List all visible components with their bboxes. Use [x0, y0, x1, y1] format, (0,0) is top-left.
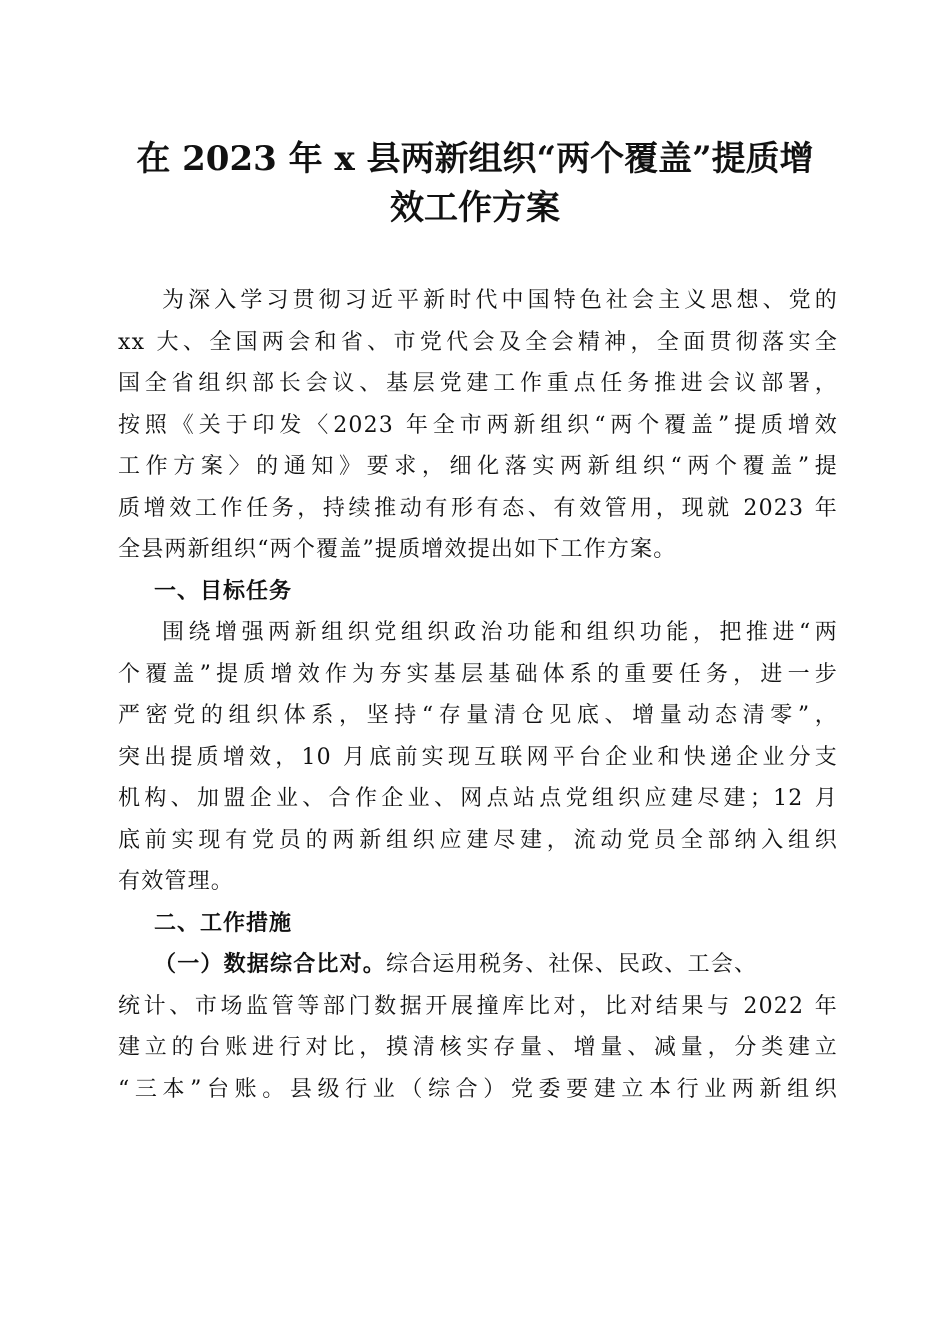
document-body — [118, 280, 838, 1110]
intro-line: 质增效工作任务，持续推动有形有态、有效管用，现就 2023 年 — [118, 495, 838, 521]
section1-line: 突出提质增效，10 月底前实现互联网平台企业和快递企业分支 — [118, 744, 838, 770]
section1-line: 围绕增强两新组织党组织政治功能和组织功能，把推进“两 — [162, 620, 838, 645]
intro-line: 全县两新组织“两个覆盖”提质增效提出如下工作方案。 — [118, 537, 677, 562]
section2-item1-text: 综合运用税务、社保、民政、工会、 — [386, 952, 758, 977]
document-title-line-1: 在 2023 年 x 县两新组织“两个覆盖”提质增 — [136, 139, 814, 179]
section2-item1-first-line — [118, 944, 838, 986]
section1-line: 个覆盖”提质增效作为夯实基层基础体系的重要任务，进一步 — [118, 661, 838, 687]
intro-line: xx 大、全国两会和省、市党代会及全会精神，全面贯彻落实全 — [118, 329, 838, 355]
section1-line: 底前实现有党员的两新组织应建尽建，流动党员全部纳入组织 — [118, 827, 838, 853]
document-title-line-2: 效工作方案 — [390, 188, 560, 228]
section1-line: 严密党的组织体系，坚持“存量清仓见底、增量动态清零”， — [118, 703, 838, 728]
intro-line: 国全省组织部长会议、基层党建工作重点任务推进会议部署， — [118, 371, 838, 396]
intro-line: 按照《关于印发〈2023 年全市两新组织“两个覆盖”提质增效 — [118, 412, 838, 438]
section2-line: “三本”台账。县级行业（综合）党委要建立本行业两新组织 — [118, 1076, 838, 1102]
intro-line: 为深入学习贯彻习近平新时代中国特色社会主义思想、党的 — [162, 288, 838, 313]
section1-line: 机构、加盟企业、合作企业、网点站点党组织应建尽建；12 月 — [118, 786, 838, 811]
intro-line: 工作方案〉的通知》要求，细化落实两新组织“两个覆盖”提 — [118, 454, 838, 479]
section2-line: 建立的台账进行对比，摸清核实存量、增量、减量，分类建立 — [118, 1035, 838, 1060]
section-heading-goals: 一、目标任务 — [154, 578, 293, 604]
section2-item1-label: （一）数据综合比对。 — [154, 952, 387, 977]
section2-line: 统计、市场监管等部门数据开展撞库比对，比对结果与 2022 年 — [118, 993, 838, 1019]
section1-line: 有效管理。 — [118, 869, 235, 894]
section-heading-measures: 二、工作措施 — [154, 910, 293, 936]
